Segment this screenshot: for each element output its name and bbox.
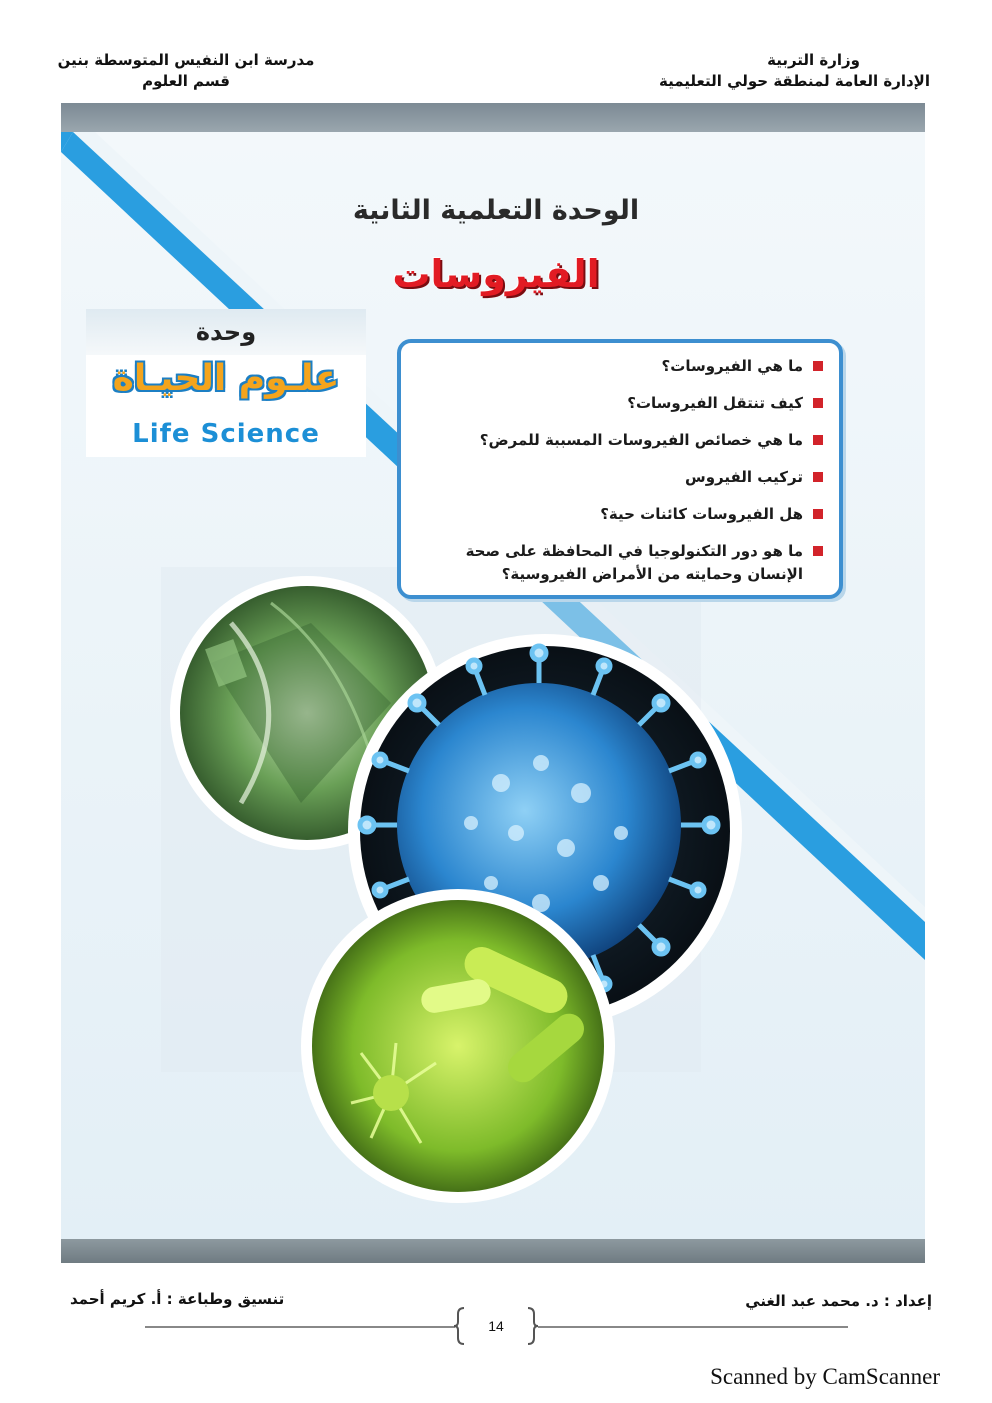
unit-cover xyxy=(61,103,925,1263)
page-number: 14 xyxy=(488,1318,504,1334)
topic-title: الفيروسات xyxy=(392,252,600,296)
bacteria-photo xyxy=(301,889,615,1203)
question-item: ما هو دور التكنولوجيا في المحافظة على صحة الإنسان وحمايته من الأمراض الفيروسية؟ xyxy=(413,540,823,586)
footer-rule-left xyxy=(145,1326,455,1328)
question-item: ما هي الفيروسات؟ xyxy=(413,355,823,378)
unit-title: الوحدة التعلمية الثانية xyxy=(352,195,640,226)
ministry-name: وزارة التربية xyxy=(767,51,860,69)
microbe-photos xyxy=(61,103,925,1263)
author-credit: إعداد : د. محمد عبد الغني xyxy=(745,1292,932,1310)
cover-bottom-bar xyxy=(61,1239,925,1263)
header-ministry xyxy=(640,50,930,92)
logo-unit-word: وحدة xyxy=(195,318,257,346)
question-item: تركيب الفيروس xyxy=(413,466,823,489)
logo-arabic-title: علـوم الحيـاة xyxy=(112,358,340,399)
logo-english-title: Life Science xyxy=(132,419,320,449)
question-item: كيف تنتقل الفيروسات؟ xyxy=(413,392,823,415)
question-item: ما هي خصائص الفيروسات المسببة للمرض؟ xyxy=(413,429,823,452)
footer-rule-right xyxy=(538,1326,848,1328)
question-item: هل الفيروسات كائنات حية؟ xyxy=(413,503,823,526)
department-name: قسم العلوم xyxy=(142,72,230,90)
header-school xyxy=(56,50,316,92)
district-name: الإدارة العامة لمنطقة حولي التعليمية xyxy=(658,72,930,90)
school-name: مدرسة ابن النفيس المتوسطة بنين xyxy=(57,51,315,69)
scanner-watermark: Scanned by CamScanner xyxy=(710,1364,940,1389)
coordinator-credit: تنسيق وطباعة : أ. كريم أحمد xyxy=(70,1290,285,1308)
